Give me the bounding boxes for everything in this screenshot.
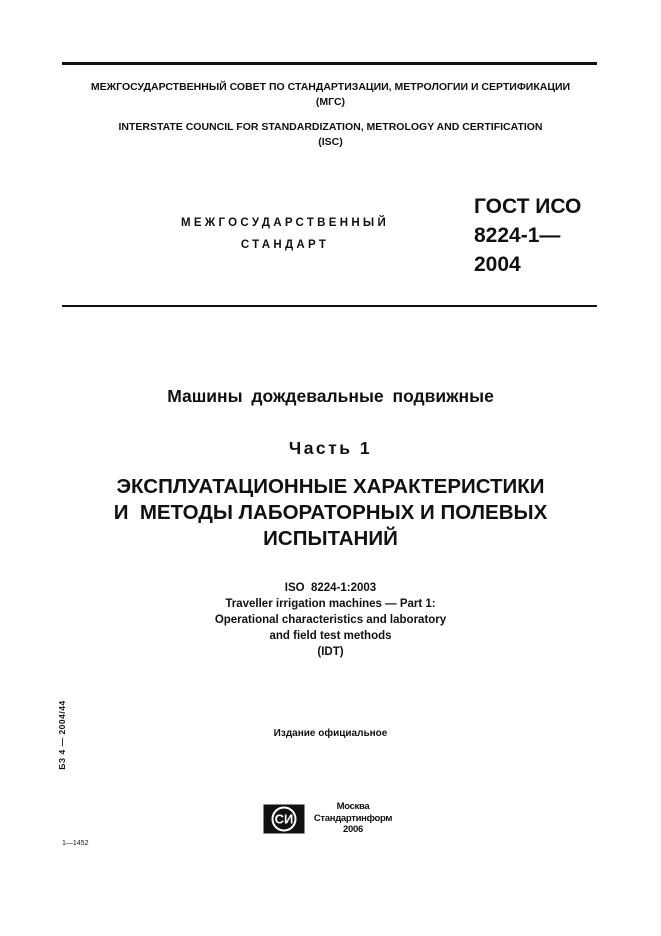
council-en-abbr: (ISC) [318, 136, 343, 148]
side-code: БЗ 4 — 2004/44 [57, 700, 67, 770]
document-subtitle [0, 474, 661, 552]
document-title: Машины дождевальные подвижные [167, 386, 494, 406]
subtitle-line-3: ИСПЫТАНИЙ [263, 527, 398, 550]
iso-reference [0, 580, 661, 660]
subtitle-line-2: И МЕТОДЫ ЛАБОРАТОРНЫХ И ПОЛЕВЫХ [113, 501, 548, 524]
publication-year: 2006 [343, 824, 363, 835]
designation-line-3: 2004 [474, 253, 521, 276]
standard-designation [474, 192, 614, 279]
iso-title-line-1: Traveller irrigation machines — Part 1: [225, 598, 436, 610]
edition-note: Издание официальное [273, 728, 388, 739]
iso-equivalence: (IDT) [317, 646, 344, 658]
designation-line-1: ГОСТ ИСО [474, 195, 582, 218]
council-en-line: INTERSTATE COUNCIL FOR STANDARDIZATION, METROLOGY AND CERTIFICATION [118, 121, 543, 133]
iso-title-line-3: and field test methods [269, 630, 392, 642]
top-rule [62, 62, 597, 65]
standard-type-line-2: СТАНДАРТ [240, 239, 330, 251]
publisher-block [307, 801, 399, 836]
middle-rule [62, 305, 597, 307]
council-en [0, 120, 661, 150]
designation-line-2: 8224-1— [474, 224, 561, 247]
iso-number: ISO 8224-1:2003 [284, 582, 377, 594]
part-heading: Часть 1 [288, 438, 373, 458]
council-ru-line: МЕЖГОСУДАРСТВЕННЫЙ СОВЕТ ПО СТАНДАРТИЗАЦИИ, МЕТРОЛОГИИ И СЕРТИФИКАЦИИ [90, 81, 571, 93]
logo-text: СИ [274, 811, 294, 827]
publisher-name: Стандартинформ [313, 812, 393, 824]
council-ru [0, 80, 661, 110]
iso-title-line-2: Operational characteristics and laboratory [214, 614, 447, 626]
council-ru-abbr: (МГС) [315, 96, 346, 108]
print-code: 1—1452 [62, 840, 89, 847]
publisher-city: Москва [336, 801, 370, 812]
subtitle-line-1: ЭКСПЛУАТАЦИОННЫЕ ХАРАКТЕРИСТИКИ [116, 475, 545, 498]
standard-type-line-1: МЕЖГОСУДАРСТВЕННЫЙ [180, 217, 390, 229]
publisher-logo [263, 804, 305, 834]
